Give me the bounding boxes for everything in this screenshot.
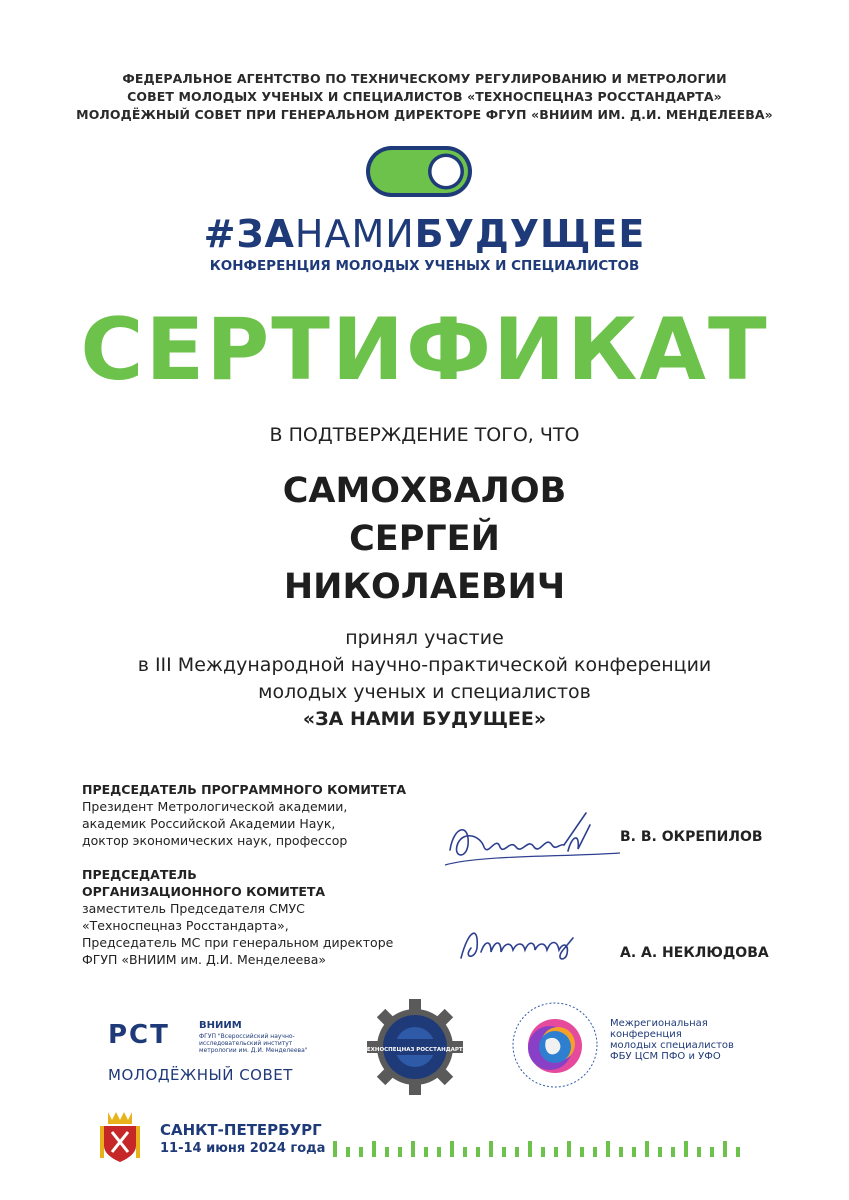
dash-mark [671,1147,675,1157]
dash-mark [606,1141,610,1157]
dash-mark [554,1147,558,1157]
interregional-line-3: молодых специалистов [610,1040,734,1051]
dash-mark [424,1147,428,1157]
organizing-committee-heading-2: ОРГАНИЗАЦИОННОГО КОМИТЕТА [82,884,326,899]
dash-mark [450,1141,454,1157]
hashtag-part-1: #ЗА [203,212,295,256]
technospetsnaz-gear-logo [360,995,470,1095]
dash-mark [333,1141,337,1157]
vniim-label: ВНИИМ [199,1020,242,1031]
interregional-line-2: конференция [610,1029,682,1040]
dash-mark [437,1147,441,1157]
certificate-title: СЕРТИФИКАТ [80,300,769,400]
participation-statement [0,625,849,733]
signature-okrepilov [440,805,630,875]
event-dates: 11-14 июня 2024 года [160,1141,326,1156]
dash-mark [346,1147,350,1157]
dash-mark [541,1147,545,1157]
conference-name: «ЗА НАМИ БУДУЩЕЕ» [302,708,547,730]
dash-mark [385,1147,389,1157]
organizing-committee-heading-1: ПРЕДСЕДАТЕЛЬ [82,867,197,882]
interregional-conference-label [610,1018,750,1062]
interregional-line-1: Межрегиональная [610,1018,708,1029]
saint-petersburg-coat-of-arms [98,1108,142,1164]
toggle-switch-logo [364,144,474,199]
organizing-committee-desc-1: заместитель Председателя СМУС [82,901,305,916]
issuer-line-2: СОВЕТ МОЛОДЫХ УЧЕНЫХ И СПЕЦИАЛИСТОВ «ТЕХНОСПЕЦНАЗ РОССТАНДАРТА» [127,89,722,104]
dash-mark [619,1147,623,1157]
dash-mark [476,1147,480,1157]
dash-mark [723,1141,727,1157]
dash-mark [515,1147,519,1157]
dash-mark [580,1147,584,1157]
recipient-name [0,467,849,611]
dash-mark [658,1147,662,1157]
dash-mark [710,1147,714,1157]
dash-mark [411,1141,415,1157]
event-city: САНКТ-ПЕТЕРБУРГ [160,1121,322,1139]
conference-hashtag [0,212,849,256]
dash-mark [632,1147,636,1157]
youth-council-label: МОЛОДЁЖНЫЙ СОВЕТ [108,1066,293,1084]
issuer-organizations [0,70,849,124]
vniim-description: ФГУП "Всероссийский научно-исследовательский институт метрологии им. Д.И. Менделеева" [199,1033,308,1054]
dash-mark [684,1141,688,1157]
recipient-patronymic: НИКОЛАЕВИЧ [283,567,566,607]
organizing-committee-block [82,866,432,968]
dash-mark [502,1147,506,1157]
participation-line-3: молодых ученых и специалистов [258,681,591,703]
rst-logo: РСТ [108,1020,170,1050]
program-committee-desc-3: доктор экономических наук, профессор [82,833,348,848]
program-committee-desc-1: Президент Метрологической академии, [82,799,348,814]
program-committee-heading: ПРЕДСЕДАТЕЛЬ ПРОГРАММНОГО КОМИТЕТА [82,782,407,797]
confirmation-text: В ПОДТВЕРЖДЕНИЕ ТОГО, ЧТО [269,424,580,446]
conference-subtitle: КОНФЕРЕНЦИЯ МОЛОДЫХ УЧЕНЫХ И СПЕЦИАЛИСТОВ [209,258,640,274]
organizing-committee-desc-3: Председатель МС при генеральном директоре [82,935,394,950]
hashtag-part-3: БУДУЩЕЕ [414,212,646,256]
dash-mark [736,1147,740,1157]
recipient-first-name: СЕРГЕЙ [349,519,500,559]
decorative-dash-line [333,1139,753,1159]
dash-mark [567,1141,571,1157]
organizing-committee-desc-4: ФГУП «ВНИИМ им. Д.И. Менделеева» [82,952,327,967]
dash-mark [372,1141,376,1157]
dash-mark [645,1141,649,1157]
issuer-line-3: МОЛОДЁЖНЫЙ СОВЕТ ПРИ ГЕНЕРАЛЬНОМ ДИРЕКТОРЕ ФГУП «ВНИИМ ИМ. Д.И. МЕНДЕЛЕЕВА» [76,107,773,122]
dash-mark [593,1147,597,1157]
issuer-line-1: ФЕДЕРАЛЬНОЕ АГЕНТСТВО ПО ТЕХНИЧЕСКОМУ РЕГУЛИРОВАНИЮ И МЕТРОЛОГИИ [122,71,727,86]
signer-name-okrepilov: В. В. ОКРЕПИЛОВ [620,829,763,845]
hashtag-part-2: НАМИ [294,212,415,256]
recipient-surname: САМОХВАЛОВ [282,471,567,511]
signature-neklyudova [455,918,585,973]
signer-name-neklyudova: А. А. НЕКЛЮДОВА [620,945,769,961]
program-committee-block [82,781,432,849]
dash-mark [398,1147,402,1157]
interregional-line-4: ФБУ ЦСМ ПФО и УФО [610,1051,721,1062]
dash-mark [697,1147,701,1157]
dash-mark [528,1141,532,1157]
organizing-committee-desc-2: «Техноспецназ Росстандарта», [82,918,289,933]
gear-logo-text: ТЕХНОСПЕЦНАЗ РОССТАНДАРТА [363,1047,467,1053]
interregional-conference-logo [510,1000,600,1090]
dash-mark [463,1147,467,1157]
dash-mark [489,1141,493,1157]
program-committee-desc-2: академик Российской Академии Наук, [82,816,336,831]
participation-line-2: в III Международной научно-практической конференции [137,654,712,676]
participation-line-1: принял участие [345,627,504,649]
dash-mark [359,1147,363,1157]
